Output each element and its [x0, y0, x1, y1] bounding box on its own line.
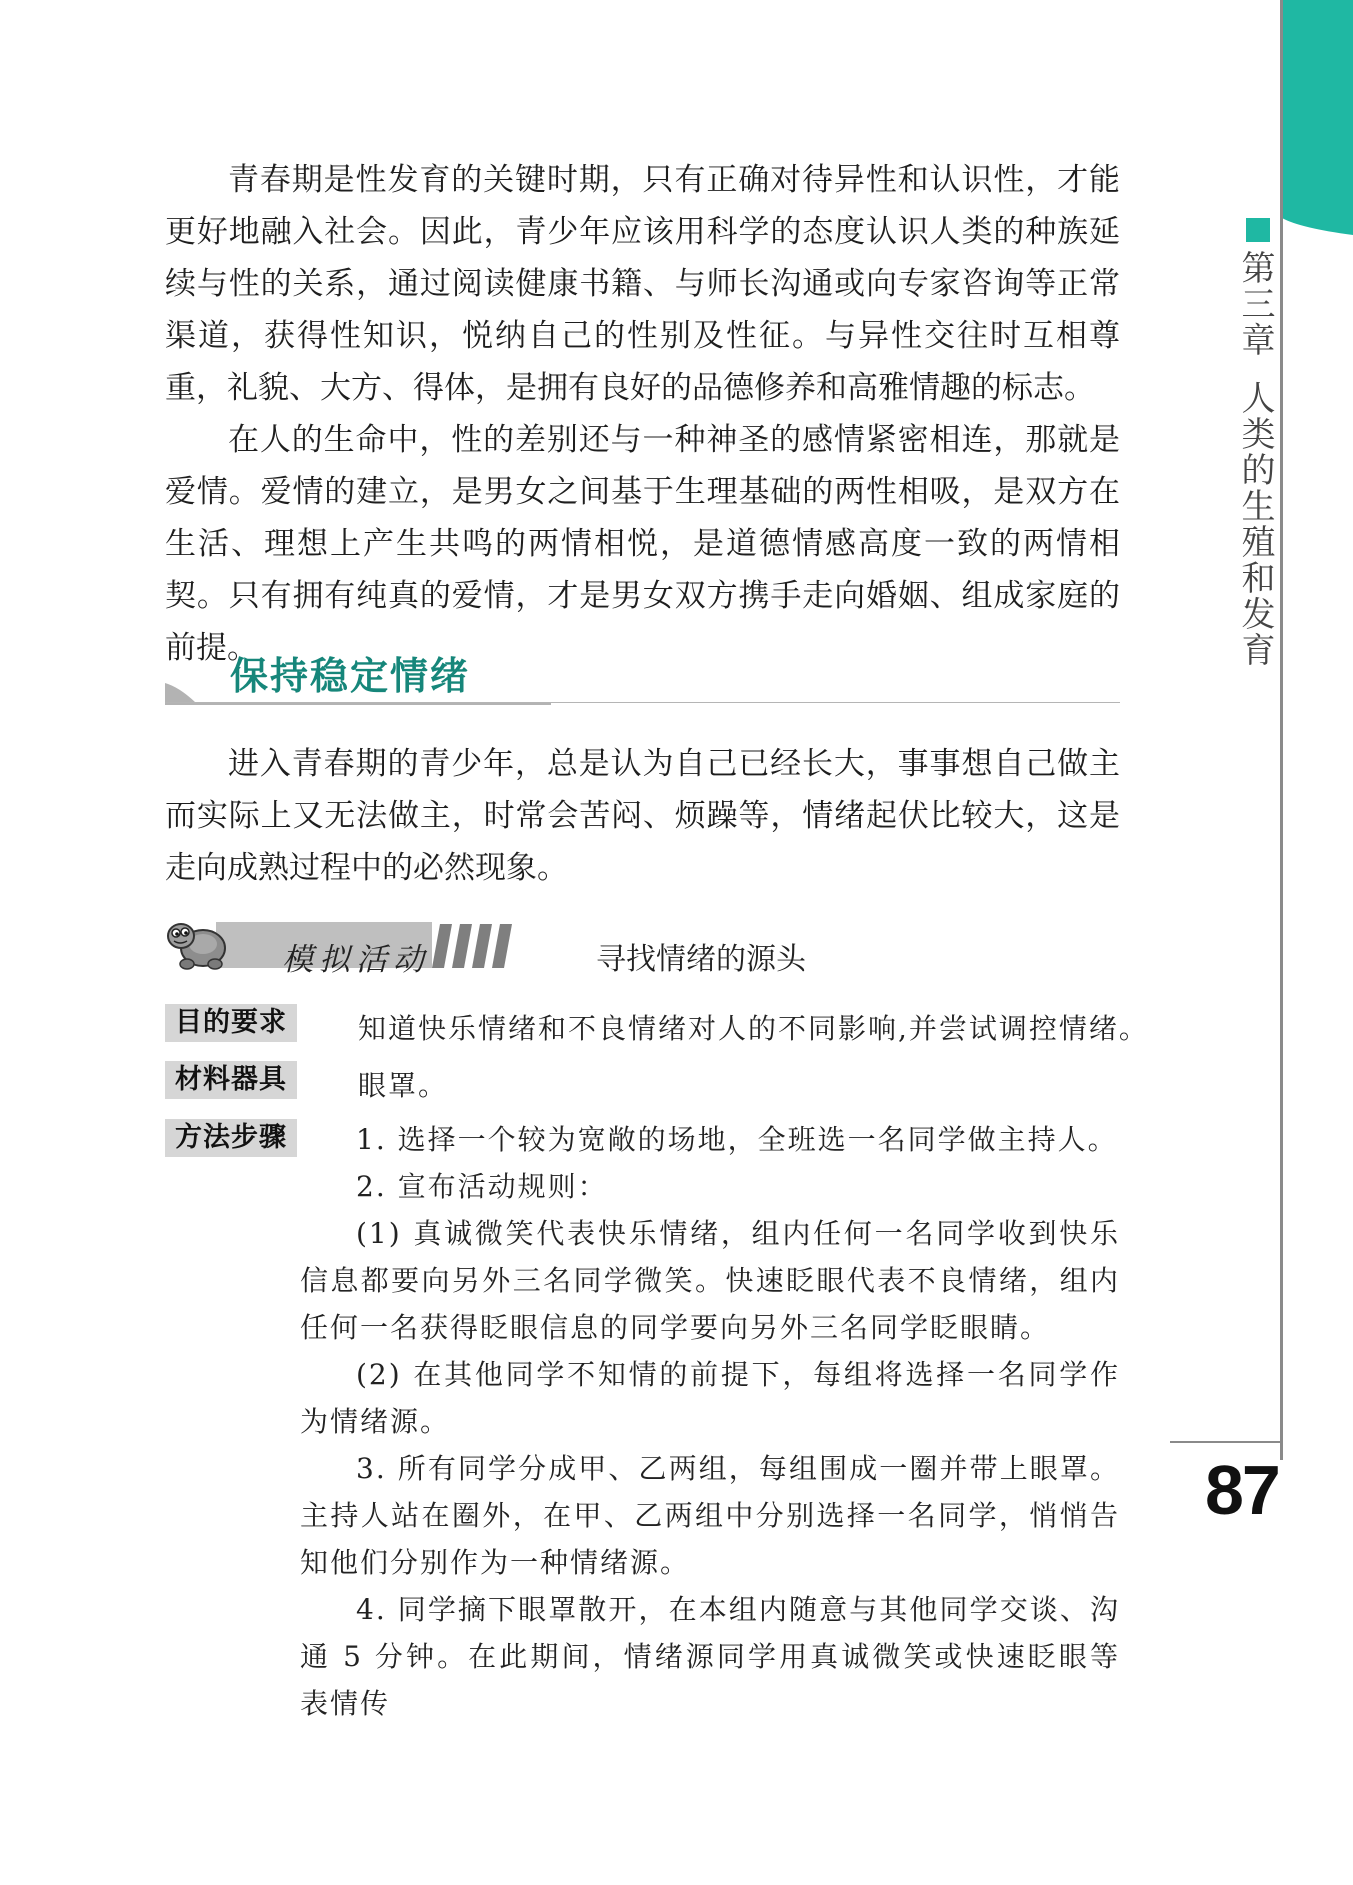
intro-paragraph-2: 在人的生命中，性的差别还与一种神圣的感情紧密相连，那就是爱情。爱情的建立，是男女之间基于生理基础的两性相吸，是双方在生活、理想上产生共鸣的两情相悦，是道德情感高度一致的两情相契。只有拥有纯真的爱情，才是男女双方携手走向婚姻、组成家庭的前提。 [165, 422, 1120, 666]
chapter-marker-square [1246, 218, 1270, 242]
step-3: 3. 所有同学分成甲、乙两组，每组围成一圈并带上眼罩。主持人站在圈外，在甲、乙两组中分别选择一名同学，悄悄告知他们分别作为一种情绪源。 [300, 1452, 1120, 1579]
margin-rule [1280, 0, 1283, 1460]
section-title: 保持稳定情绪 [230, 654, 471, 698]
step-2-rule-2: (2) 在其他同学不知情的前提下，每组将选择一名同学作为情绪源。 [300, 1358, 1120, 1438]
chapter-heading [1235, 250, 1280, 668]
turtle-mascot-icon [165, 918, 227, 974]
activity-title: 寻找情绪的源头 [596, 942, 806, 977]
intro-paragraph-1: 青春期是性发育的关键时期，只有正确对待异性和认识性，才能更好地融入社会。因此，青少年应该用科学的态度认识人类的种族延续与性的关系，通过阅读健康书籍、与师长沟通或向专家咨询等正常渠道，获得性知识，悦纳自己的性别及性征。与异性交往时互相尊重，礼貌、大方、得体，是拥有良好的品德修养和高雅情趣的标志。 [165, 162, 1120, 406]
section-divider [165, 702, 1120, 703]
chapter-label: 第三章 [1235, 250, 1275, 358]
page-number-rule [1170, 1441, 1283, 1443]
method-steps [300, 1116, 1120, 1727]
chapter-title: 人类的生殖和发育 [1235, 380, 1275, 668]
step-4: 4. 同学摘下眼罩散开，在本组内随意与其他同学交谈、沟通 5 分钟。在此期间，情绪源同学用真诚微笑或快速眨眼等表情传 [300, 1593, 1120, 1720]
method-tag: 方法步骤 [165, 1119, 297, 1157]
activity-label: 模拟活动 [282, 942, 430, 978]
section-paragraph: 进入青春期的青少年，总是认为自己已经长大，事事想自己做主而实际上又无法做主，时常会苦闷、烦躁等，情绪起伏比较大，这是走向成熟过程中的必然现象。 [165, 746, 1120, 886]
step-2-rule-1: (1) 真诚微笑代表快乐情绪，组内任何一名同学收到快乐信息都要向另外三名同学微笑。快速眨眼代表不良情绪，组内任何一名获得眨眼信息的同学要向另外三名同学眨眼睛。 [300, 1217, 1120, 1344]
materials-tag: 材料器具 [165, 1061, 297, 1099]
purpose-tag: 目的要求 [165, 1004, 297, 1042]
purpose-text: 知道快乐情绪和不良情绪对人的不同影响,并尝试调控情绪。 [358, 1012, 1149, 1045]
step-2: 2. 宣布活动规则： [356, 1170, 608, 1203]
page-number: 87 [1205, 1451, 1279, 1529]
step-1: 1. 选择一个较为宽敞的场地，全班选一名同学做主持人。 [356, 1123, 1118, 1156]
materials-text: 眼罩。 [358, 1069, 449, 1102]
